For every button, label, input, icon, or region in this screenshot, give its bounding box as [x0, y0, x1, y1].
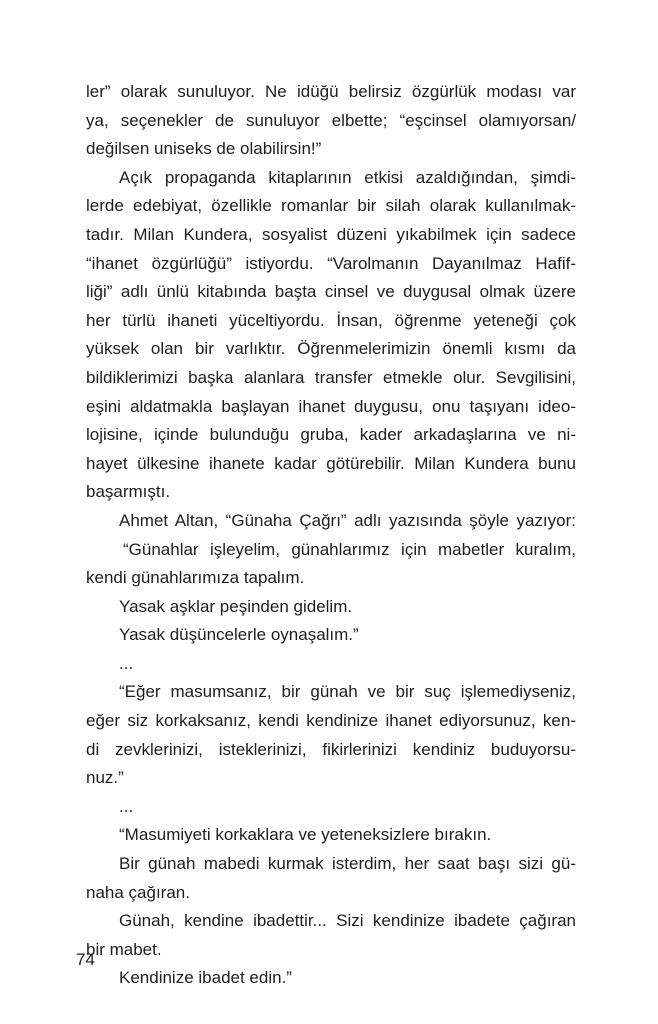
text-line: ler” olarak sunuluyor. Ne idüğü belirsiz özgürlük modası var: [86, 82, 576, 101]
quote-line: Bir günah mabedi kurmak isterdim, her saat başı sizi gü-: [119, 854, 576, 874]
quote-line: “Eğer masumsanız, bir günah ve bir suç işlemediyseniz,: [119, 682, 576, 702]
quote-line: eğer siz korkaksanız, kendi kendinize ihanet ediyorsunuz, ken-: [86, 711, 576, 731]
quote-line: kendi günahlarımıza tapalım.: [86, 568, 305, 588]
text-line: yüksek olan bir varlıktır. Öğrenmelerimizin önemli kısmı da: [86, 339, 576, 359]
text-line: Açık propaganda kitaplarının etkisi azaldığından, şimdi-: [119, 167, 576, 187]
text-line: eşini aldatmakla başlayan ihanet duygusu, onu taşıyanı ideo-: [86, 396, 576, 416]
text-line: lojisine, içinde bulunduğu gruba, kader arkadaşlarına ve ni-: [86, 425, 576, 445]
text-line: liği” adlı ünlü kitabında başta cinsel ve duygusal olmak üzere: [86, 282, 576, 302]
text-line: “ihanet özgürlüğü” istiyordu. “Varolmanın Dayanılmaz Hafif-: [86, 253, 576, 273]
quote-line: naha çağıran.: [86, 882, 190, 902]
text-line: başarmıştı.: [86, 482, 171, 502]
quote-line: “Masumiyeti korkaklara ve yeteneksizlere bırakın.: [119, 825, 492, 845]
text-line: bildiklerimizi başka alanlara transfer etmekle olur. Sevgilisini,: [86, 367, 576, 387]
text-line: her türlü ihaneti yüceltiyordu. İnsan, öğrenme yeteneği çok: [86, 310, 576, 330]
text-line: tadır. Milan Kundera, sosyalist düzeni yıkabilmek için sadece: [86, 224, 576, 244]
text-line: Ahmet Altan, “Günaha Çağrı” adlı yazısında şöyle yazıyor:: [119, 510, 576, 530]
page-number: 74: [76, 950, 95, 969]
quote-line: Yasak düşüncelerle oynaşalım.”: [119, 625, 359, 645]
text-line: lerde edebiyat, özellikle romanlar bir silah olarak kullanılmak-: [86, 196, 576, 216]
ellipsis: ...: [119, 796, 134, 816]
ellipsis: ...: [119, 653, 134, 673]
text-line: değilsen uniseks de olabilirsin!”: [86, 139, 322, 159]
text-line: hayet ülkesine ihanete kadar götürebilir. Milan Kundera bunu: [86, 453, 576, 473]
quote-line: bir mabet.: [86, 939, 162, 959]
quote-line: Günah, kendine ibadettir... Sizi kendinize ibadete çağıran: [119, 911, 576, 931]
quote-line: Yasak aşklar peşinden gidelim.: [119, 596, 353, 616]
page-body: [86, 78, 576, 993]
quote-line: di zevklerinizi, isteklerinizi, fikirlerinizi kendiniz buduyorsu-: [86, 739, 576, 759]
text-line: ya, seçenekler de sunuluyor elbette; “eşcinsel olamıyorsan/: [86, 110, 576, 130]
quote-line: nuz.”: [86, 768, 124, 788]
quote-line: Kendinize ibadet edin.”: [119, 968, 292, 988]
quote-line: “Günahlar işleyelim, günahlarımız için mabetler kuralım,: [123, 539, 576, 559]
